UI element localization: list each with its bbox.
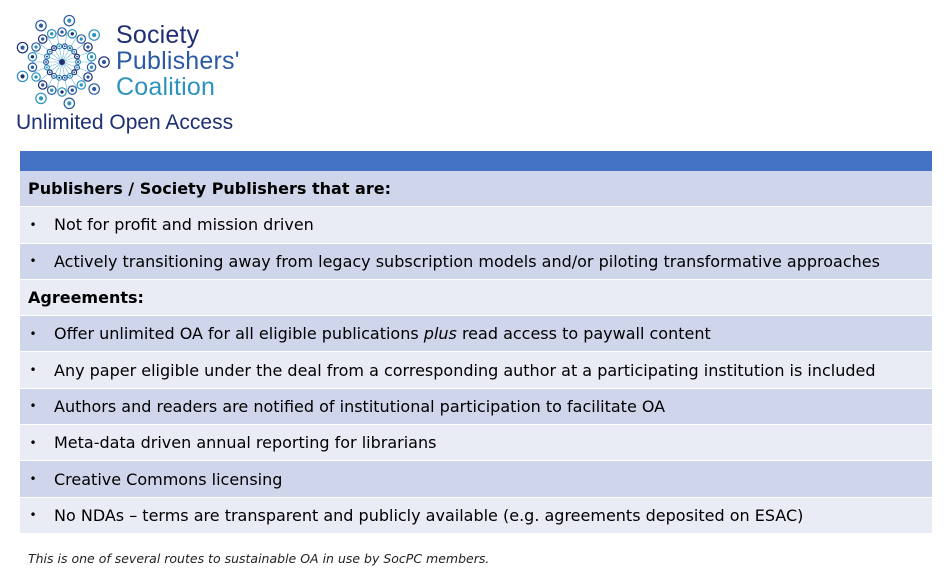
list-item-text: No NDAs – terms are transparent and publicly available (e.g. agreements deposited on ESAC) xyxy=(54,505,804,525)
bullet: • xyxy=(29,435,37,450)
list-item xyxy=(20,244,932,280)
footnote: This is one of several routes to sustainable OA in use by SocPC members. xyxy=(28,551,490,566)
logo-wordmark xyxy=(116,22,240,100)
section-heading-agreements: Agreements: xyxy=(20,280,932,316)
bullet: • xyxy=(29,399,37,414)
list-item xyxy=(20,461,932,497)
bullet: • xyxy=(29,254,37,269)
list-item-text: Authors and readers are notified of institutional participation to facilitate OA xyxy=(54,396,666,416)
list-item-text: Meta-data driven annual reporting for librarians xyxy=(54,433,437,453)
oa-text-end: read access to paywall content xyxy=(456,324,711,344)
list-item-text: Any paper eligible under the deal from a corresponding author at a participating institution is included xyxy=(54,360,876,380)
list-item-text xyxy=(46,324,711,343)
list-item-text: Not for profit and mission driven xyxy=(54,215,314,235)
table-header-band xyxy=(20,151,932,171)
list-item xyxy=(20,316,932,352)
oa-text-start: Offer unlimited OA for all eligible publications xyxy=(54,324,424,344)
bullet: • xyxy=(29,217,37,232)
list-item-text: Actively transitioning away from legacy subscription models and/or piloting transformative approaches xyxy=(54,251,880,271)
list-item xyxy=(20,389,932,425)
bullet: • xyxy=(29,508,37,523)
oa-text-emphasis: plus xyxy=(423,324,457,344)
bullet: • xyxy=(29,363,37,378)
section-heading-publishers: Publishers / Society Publishers that are: xyxy=(20,171,932,207)
list-item-text: Creative Commons licensing xyxy=(54,469,283,489)
logo-line-coalition: Coalition xyxy=(116,73,216,101)
bullet: • xyxy=(29,472,37,487)
list-item xyxy=(20,498,932,534)
logo-line-publishers: Publishers' xyxy=(116,47,240,75)
logo-line-society: Society xyxy=(116,21,200,49)
agreement-table xyxy=(20,151,932,534)
starburst-dots-logo-icon xyxy=(14,14,110,110)
list-item xyxy=(20,352,932,388)
logo xyxy=(14,14,264,144)
list-item xyxy=(20,207,932,243)
bullet: • xyxy=(29,326,37,341)
tagline: Unlimited Open Access xyxy=(16,111,234,134)
list-item xyxy=(20,425,932,461)
